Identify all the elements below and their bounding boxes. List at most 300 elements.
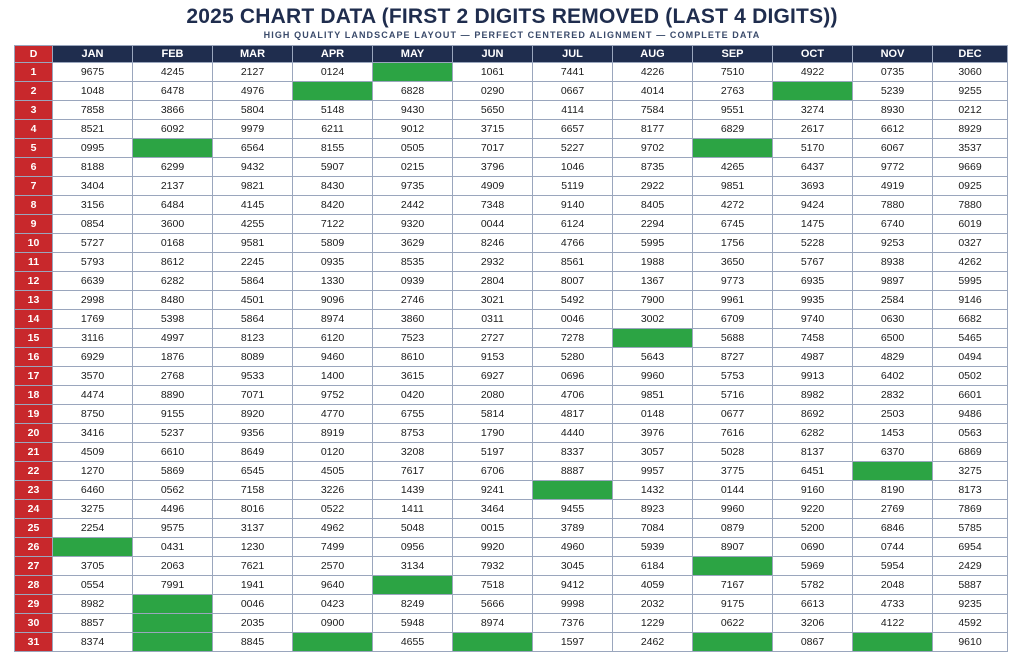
value-cell: 8173 [933,481,1008,500]
value-cell: 6500 [853,329,933,348]
table-row [15,633,1008,652]
value-cell: 4706 [533,386,613,405]
page-title: 2025 CHART DATA (FIRST 2 DIGITS REMOVED (LAST 4 DIGITS)) [186,5,838,28]
value-cell: 6709 [693,310,773,329]
value-cell: 0046 [533,310,613,329]
value-cell: 0212 [933,101,1008,120]
value-cell: 2080 [453,386,533,405]
value-cell: 9979 [213,120,293,139]
value-cell: 6829 [693,120,773,139]
value-cell: 0120 [293,443,373,462]
value-cell: 5237 [133,424,213,443]
value-cell: 9455 [533,500,613,519]
value-cell: 8845 [213,633,293,652]
value-cell: 6745 [693,215,773,234]
day-number: 8 [15,196,53,215]
value-cell: 4733 [853,595,933,614]
value-cell: 6610 [133,443,213,462]
value-cell: 2932 [453,253,533,272]
value-cell: 9610 [933,633,1008,652]
month-header-nov: NOV [853,46,933,63]
value-cell: 6846 [853,519,933,538]
day-number: 13 [15,291,53,310]
value-cell: 5869 [133,462,213,481]
value-cell: 0420 [373,386,453,405]
value-cell: 0327 [933,234,1008,253]
value-cell: 7441 [533,63,613,82]
highlighted-cell [133,614,213,633]
value-cell: 2429 [933,557,1008,576]
value-cell: 6124 [533,215,613,234]
value-cell: 6657 [533,120,613,139]
value-cell: 2503 [853,405,933,424]
value-cell: 5666 [453,595,533,614]
value-cell: 1941 [213,576,293,595]
value-cell: 9675 [53,63,133,82]
value-cell: 4987 [773,348,853,367]
value-cell: 9533 [213,367,293,386]
value-cell: 1769 [53,310,133,329]
highlighted-cell [133,595,213,614]
day-number: 26 [15,538,53,557]
value-cell: 8177 [613,120,693,139]
day-number: 29 [15,595,53,614]
value-cell: 8735 [613,158,693,177]
value-cell: 6067 [853,139,933,158]
value-cell: 7584 [613,101,693,120]
value-cell: 6478 [133,82,213,101]
value-cell: 0311 [453,310,533,329]
value-cell: 9424 [773,196,853,215]
month-header-dec: DEC [933,46,1008,63]
highlighted-cell [53,538,133,557]
value-cell: 5465 [933,329,1008,348]
value-cell: 5228 [773,234,853,253]
value-cell: 4922 [773,63,853,82]
value-cell: 5716 [693,386,773,405]
value-cell: 5398 [133,310,213,329]
value-cell: 6545 [213,462,293,481]
value-cell: 4440 [533,424,613,443]
table-row [15,614,1008,633]
value-cell: 7880 [933,196,1008,215]
value-cell: 5119 [533,177,613,196]
data-table [14,45,1008,652]
value-cell: 8753 [373,424,453,443]
day-number: 15 [15,329,53,348]
value-cell: 6869 [933,443,1008,462]
value-cell: 5887 [933,576,1008,595]
value-cell: 5995 [933,272,1008,291]
value-cell: 8137 [773,443,853,462]
day-number: 25 [15,519,53,538]
value-cell: 6370 [853,443,933,462]
value-cell: 3976 [613,424,693,443]
value-cell: 0900 [293,614,373,633]
highlighted-cell [693,633,773,652]
value-cell: 3404 [53,177,133,196]
value-cell: 6299 [133,158,213,177]
table-row [15,82,1008,101]
value-cell: 8930 [853,101,933,120]
value-cell: 5995 [613,234,693,253]
value-cell: 7869 [933,500,1008,519]
table-row [15,424,1008,443]
value-cell: 7900 [613,291,693,310]
value-cell: 5753 [693,367,773,386]
value-cell: 1230 [213,538,293,557]
value-cell: 8188 [53,158,133,177]
value-cell: 8405 [613,196,693,215]
value-cell: 4265 [693,158,773,177]
table-row [15,538,1008,557]
value-cell: 8887 [533,462,613,481]
value-cell: 6612 [853,120,933,139]
value-cell: 1453 [853,424,933,443]
value-cell: 2768 [133,367,213,386]
value-cell: 9146 [933,291,1008,310]
value-cell: 7278 [533,329,613,348]
value-cell: 9851 [613,386,693,405]
table-row [15,158,1008,177]
highlighted-cell [293,633,373,652]
value-cell: 3060 [933,63,1008,82]
value-cell: 3116 [53,329,133,348]
value-cell: 3206 [773,614,853,633]
value-cell: 9430 [373,101,453,120]
value-cell: 5782 [773,576,853,595]
table-row [15,348,1008,367]
value-cell: 5239 [853,82,933,101]
value-cell: 2032 [613,595,693,614]
value-cell: 0622 [693,614,773,633]
value-cell: 9220 [773,500,853,519]
value-cell: 3537 [933,139,1008,158]
value-cell: 4145 [213,196,293,215]
table-row [15,481,1008,500]
value-cell: 0148 [613,405,693,424]
value-cell: 1229 [613,614,693,633]
day-number: 22 [15,462,53,481]
table-row [15,139,1008,158]
value-cell: 5200 [773,519,853,538]
value-cell: 4997 [133,329,213,348]
value-cell: 3464 [453,500,533,519]
highlighted-cell [293,82,373,101]
highlighted-cell [133,633,213,652]
value-cell: 9320 [373,215,453,234]
table-row [15,310,1008,329]
value-cell: 9702 [613,139,693,158]
value-cell: 2254 [53,519,133,538]
value-cell: 7510 [693,63,773,82]
value-cell: 2769 [853,500,933,519]
value-cell: 2804 [453,272,533,291]
value-cell: 6437 [773,158,853,177]
value-cell: 7458 [773,329,853,348]
value-cell: 0690 [773,538,853,557]
value-cell: 1439 [373,481,453,500]
value-cell: 5048 [373,519,453,538]
value-cell: 0168 [133,234,213,253]
value-cell: 8521 [53,120,133,139]
value-cell: 3274 [773,101,853,120]
table-row [15,63,1008,82]
value-cell: 1046 [533,158,613,177]
highlighted-cell [373,576,453,595]
value-cell: 3275 [933,462,1008,481]
value-cell: 7084 [613,519,693,538]
highlighted-cell [853,462,933,481]
highlighted-cell [853,633,933,652]
value-cell: 6927 [453,367,533,386]
value-cell: 3693 [773,177,853,196]
month-header-aug: AUG [613,46,693,63]
value-cell: 0562 [133,481,213,500]
value-cell: 1876 [133,348,213,367]
value-cell: 1048 [53,82,133,101]
value-cell: 9160 [773,481,853,500]
value-cell: 5864 [213,310,293,329]
table-row [15,234,1008,253]
value-cell: 3570 [53,367,133,386]
value-cell: 4122 [853,614,933,633]
value-cell: 8535 [373,253,453,272]
day-number: 21 [15,443,53,462]
value-cell: 1756 [693,234,773,253]
day-number: 27 [15,557,53,576]
value-cell: 7523 [373,329,453,348]
day-number: 5 [15,139,53,158]
table-row [15,462,1008,481]
value-cell: 8089 [213,348,293,367]
value-cell: 6120 [293,329,373,348]
value-cell: 4817 [533,405,613,424]
value-cell: 3045 [533,557,613,576]
value-cell: 0735 [853,63,933,82]
value-cell: 5954 [853,557,933,576]
value-cell: 2245 [213,253,293,272]
value-cell: 9920 [453,538,533,557]
value-cell: 9752 [293,386,373,405]
value-cell: 6613 [773,595,853,614]
table-row [15,329,1008,348]
value-cell: 0522 [293,500,373,519]
value-cell: 8649 [213,443,293,462]
highlighted-cell [693,557,773,576]
value-cell: 5793 [53,253,133,272]
value-cell: 7518 [453,576,533,595]
value-cell: 0667 [533,82,613,101]
value-cell: 1790 [453,424,533,443]
value-cell: 4496 [133,500,213,519]
value-cell: 0505 [373,139,453,158]
value-cell: 9253 [853,234,933,253]
value-cell: 2727 [453,329,533,348]
value-cell: 9998 [533,595,613,614]
day-number: 1 [15,63,53,82]
table-row [15,576,1008,595]
value-cell: 4592 [933,614,1008,633]
value-cell: 1432 [613,481,693,500]
highlighted-cell [133,139,213,158]
value-cell: 7621 [213,557,293,576]
value-cell: 4919 [853,177,933,196]
value-cell: 6706 [453,462,533,481]
value-cell: 8890 [133,386,213,405]
value-cell: 9155 [133,405,213,424]
highlighted-cell [453,633,533,652]
value-cell: 8480 [133,291,213,310]
value-cell: 9960 [613,367,693,386]
value-cell: 9012 [373,120,453,139]
value-cell: 6682 [933,310,1008,329]
value-cell: 5864 [213,272,293,291]
value-cell: 2584 [853,291,933,310]
value-cell: 4909 [453,177,533,196]
value-cell: 3860 [373,310,453,329]
value-cell: 8123 [213,329,293,348]
value-cell: 4766 [533,234,613,253]
value-cell: 8190 [853,481,933,500]
value-cell: 6282 [773,424,853,443]
value-cell: 9551 [693,101,773,120]
value-cell: 4976 [213,82,293,101]
value-cell: 9961 [693,291,773,310]
value-cell: 0995 [53,139,133,158]
day-number: 10 [15,234,53,253]
table-row [15,443,1008,462]
value-cell: 0956 [373,538,453,557]
value-cell: 6935 [773,272,853,291]
value-cell: 6019 [933,215,1008,234]
value-cell: 2832 [853,386,933,405]
value-cell: 9851 [693,177,773,196]
value-cell: 7017 [453,139,533,158]
value-cell: 9821 [213,177,293,196]
day-number: 17 [15,367,53,386]
value-cell: 6954 [933,538,1008,557]
value-cell: 7167 [693,576,773,595]
value-cell: 1061 [453,63,533,82]
value-cell: 6211 [293,120,373,139]
value-cell: 3796 [453,158,533,177]
value-cell: 1475 [773,215,853,234]
value-cell: 4960 [533,538,613,557]
day-number: 6 [15,158,53,177]
table-row [15,291,1008,310]
value-cell: 3057 [613,443,693,462]
table-row [15,519,1008,538]
value-cell: 4255 [213,215,293,234]
value-cell: 5028 [693,443,773,462]
value-cell: 0046 [213,595,293,614]
value-cell: 3600 [133,215,213,234]
table-row [15,500,1008,519]
value-cell: 0015 [453,519,533,538]
value-cell: 4474 [53,386,133,405]
value-cell: 4655 [373,633,453,652]
value-cell: 8246 [453,234,533,253]
value-cell: 9735 [373,177,453,196]
value-cell: 0431 [133,538,213,557]
value-cell: 0925 [933,177,1008,196]
value-cell: 4226 [613,63,693,82]
table-row [15,177,1008,196]
value-cell: 9175 [693,595,773,614]
value-cell: 0935 [293,253,373,272]
month-header-may: MAY [373,46,453,63]
value-cell: 5727 [53,234,133,253]
value-cell: 0423 [293,595,373,614]
value-cell: 6639 [53,272,133,291]
day-number: 9 [15,215,53,234]
value-cell: 0215 [373,158,453,177]
value-cell: 9957 [613,462,693,481]
value-cell: 1597 [533,633,613,652]
value-cell: 6484 [133,196,213,215]
value-cell: 5170 [773,139,853,158]
value-cell: 0879 [693,519,773,538]
highlighted-cell [533,481,613,500]
value-cell: 4014 [613,82,693,101]
value-cell: 1270 [53,462,133,481]
table-row [15,253,1008,272]
day-number: 3 [15,101,53,120]
value-cell: 3208 [373,443,453,462]
value-cell: 6929 [53,348,133,367]
value-cell: 3002 [613,310,693,329]
value-cell: 9772 [853,158,933,177]
value-cell: 2922 [613,177,693,196]
value-cell: 1330 [293,272,373,291]
value-cell: 9412 [533,576,613,595]
value-cell: 4770 [293,405,373,424]
month-header-jun: JUN [453,46,533,63]
month-header-jan: JAN [53,46,133,63]
value-cell: 9255 [933,82,1008,101]
table-row [15,386,1008,405]
value-cell: 6828 [373,82,453,101]
value-cell: 7616 [693,424,773,443]
highlighted-cell [613,329,693,348]
value-cell: 5280 [533,348,613,367]
value-cell: 7071 [213,386,293,405]
day-number: 30 [15,614,53,633]
value-cell: 8007 [533,272,613,291]
value-cell: 4962 [293,519,373,538]
value-cell: 8016 [213,500,293,519]
header-row [15,46,1008,63]
value-cell: 1367 [613,272,693,291]
value-cell: 3134 [373,557,453,576]
value-cell: 6402 [853,367,933,386]
value-cell: 9960 [693,500,773,519]
value-cell: 7858 [53,101,133,120]
value-cell: 2617 [773,120,853,139]
value-cell: 0630 [853,310,933,329]
day-number: 16 [15,348,53,367]
value-cell: 8920 [213,405,293,424]
value-cell: 9486 [933,405,1008,424]
value-cell: 6740 [853,215,933,234]
value-cell: 4245 [133,63,213,82]
value-cell: 5907 [293,158,373,177]
value-cell: 4114 [533,101,613,120]
value-cell: 5948 [373,614,453,633]
value-cell: 7158 [213,481,293,500]
value-cell: 4262 [933,253,1008,272]
